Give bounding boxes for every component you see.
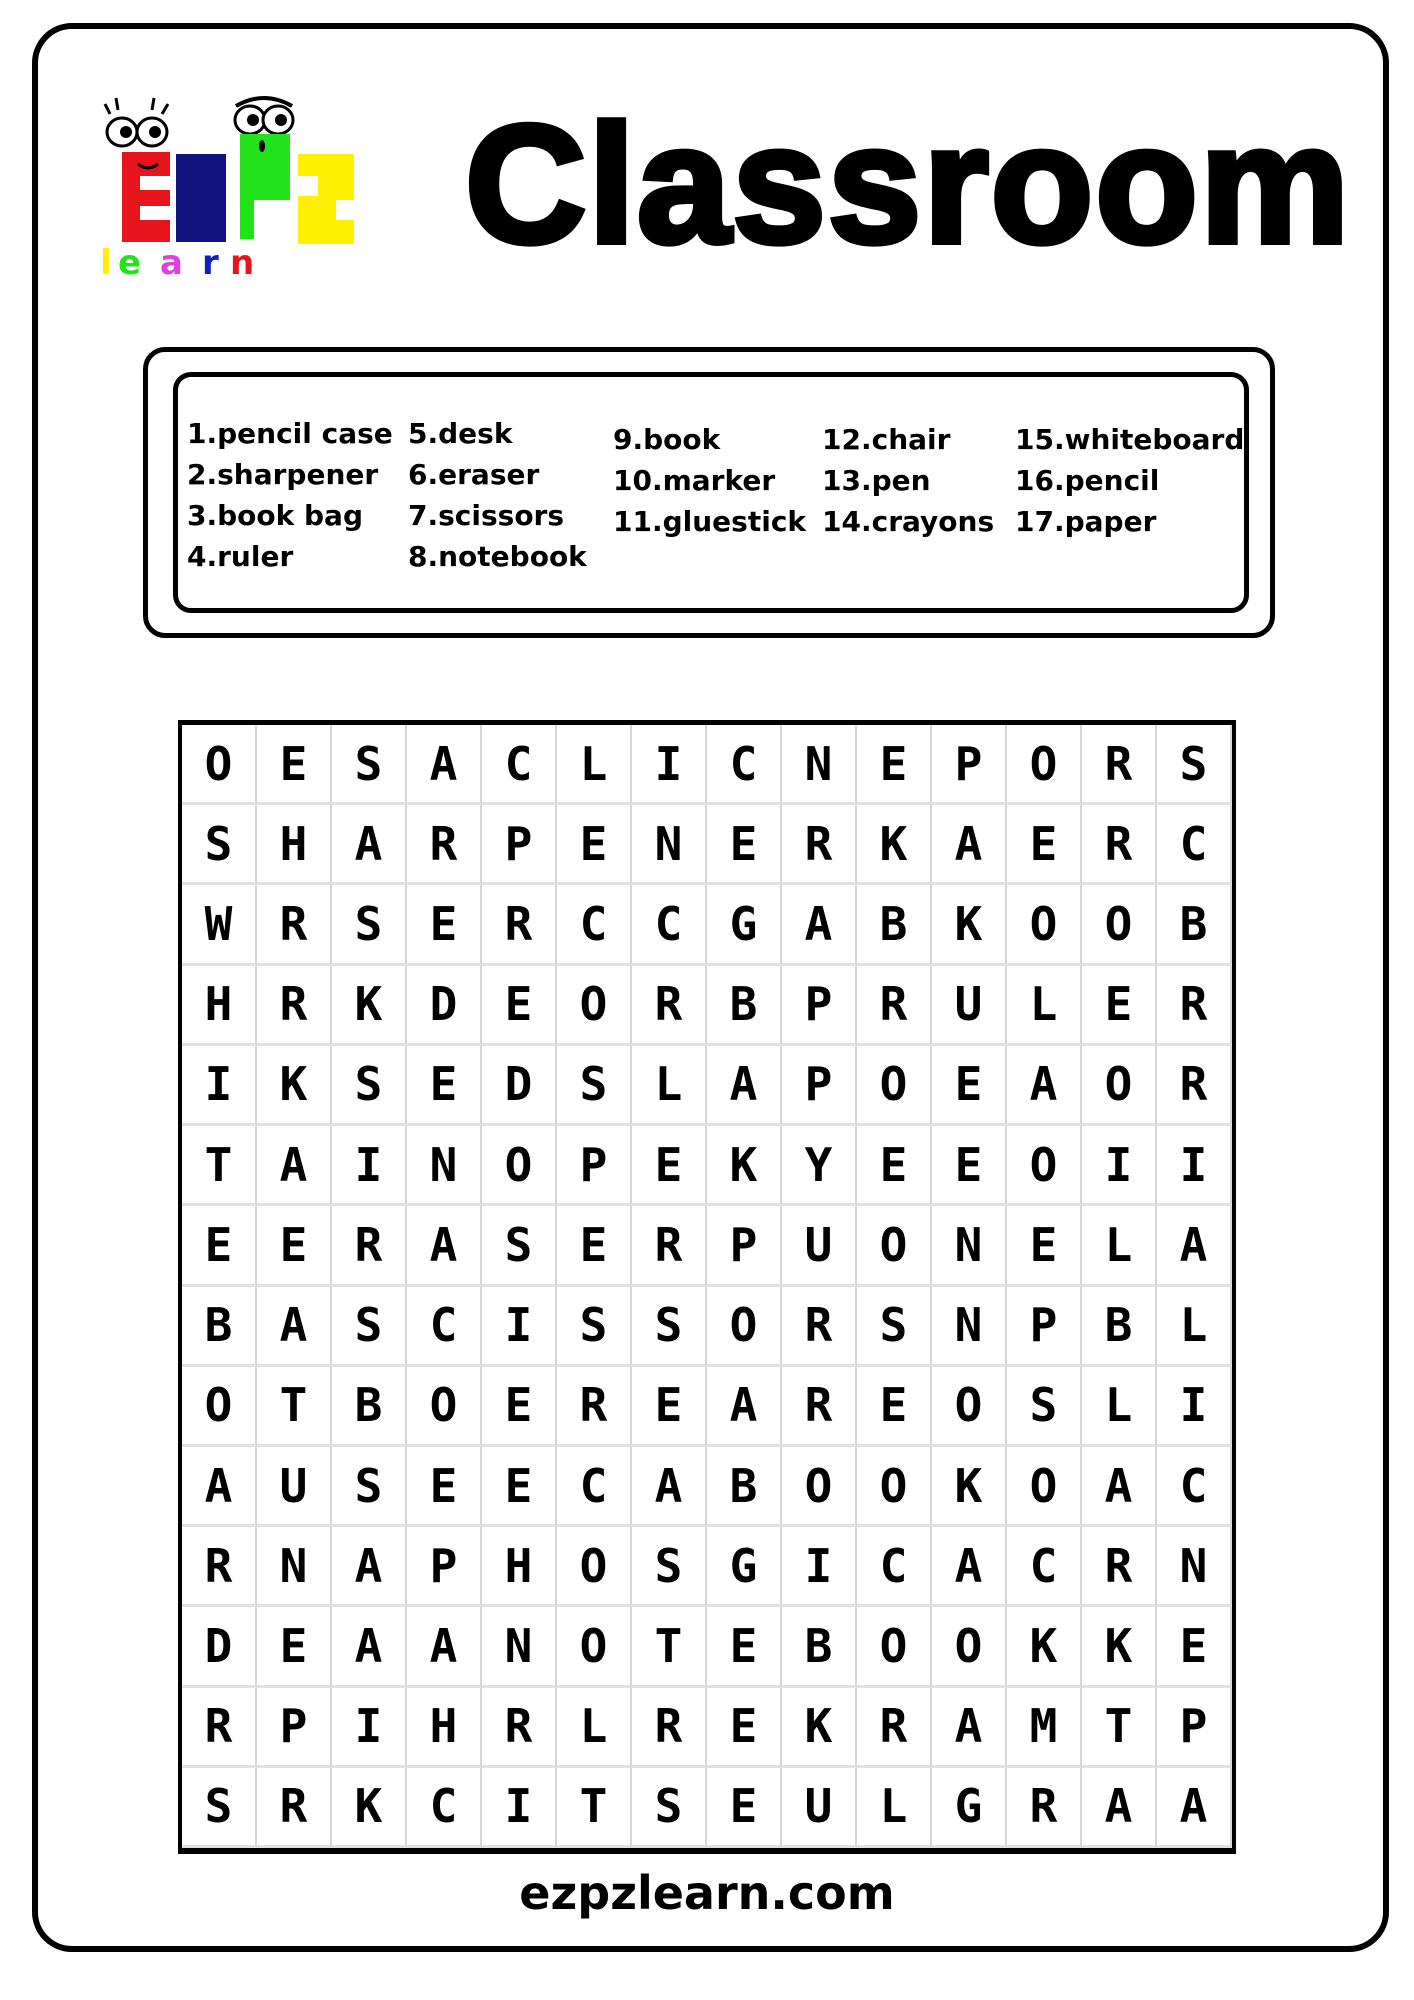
grid-cell[interactable]: T [1082, 1688, 1157, 1768]
svg-text:e: e [118, 243, 142, 277]
grid-cell[interactable]: P [557, 1126, 632, 1206]
grid-cell[interactable]: C [632, 885, 707, 965]
grid-cell[interactable]: P [1007, 1287, 1082, 1367]
word-item: 1.pencil case [187, 417, 393, 450]
grid-cell[interactable]: P [257, 1688, 332, 1768]
grid-cell[interactable]: N [632, 805, 707, 885]
grid-cell[interactable]: E [482, 1447, 557, 1527]
grid-cell[interactable]: O [557, 1527, 632, 1607]
grid-cell[interactable]: N [257, 1527, 332, 1607]
grid-cell[interactable]: O [182, 1367, 257, 1447]
grid-cell[interactable]: A [632, 1447, 707, 1527]
grid-cell[interactable]: R [1157, 1046, 1232, 1126]
grid-cell[interactable]: A [932, 1688, 1007, 1768]
grid-cell[interactable]: O [182, 725, 257, 805]
grid-cell[interactable]: R [1157, 966, 1232, 1046]
grid-cell[interactable]: E [1007, 1206, 1082, 1286]
grid-cell[interactable]: K [707, 1126, 782, 1206]
grid-cell[interactable]: L [1082, 1206, 1157, 1286]
page-title: Classroom [465, 90, 1352, 278]
grid-cell[interactable]: B [1082, 1287, 1157, 1367]
grid-cell[interactable]: C [407, 1287, 482, 1367]
word-item: 12.chair [822, 423, 951, 456]
word-item: 8.notebook [408, 540, 587, 573]
grid-cell[interactable]: E [257, 725, 332, 805]
grid-cell[interactable]: L [857, 1768, 932, 1848]
grid-cell[interactable]: E [707, 1607, 782, 1687]
grid-cell[interactable]: I [632, 725, 707, 805]
grid-cell[interactable]: A [332, 1607, 407, 1687]
grid-cell[interactable]: P [707, 1206, 782, 1286]
grid-cell[interactable]: K [332, 966, 407, 1046]
grid-cell[interactable]: P [1157, 1688, 1232, 1768]
ezpz-learn-logo [100, 92, 370, 277]
grid-cell[interactable]: R [482, 885, 557, 965]
grid-cell[interactable]: O [707, 1287, 782, 1367]
grid-cell[interactable]: T [557, 1768, 632, 1848]
grid-cell[interactable]: P [407, 1527, 482, 1607]
grid-cell[interactable]: R [407, 805, 482, 885]
grid-cell[interactable]: E [407, 885, 482, 965]
grid-cell[interactable]: E [257, 1206, 332, 1286]
grid-cell[interactable]: G [932, 1768, 1007, 1848]
grid-cell[interactable]: O [557, 1607, 632, 1687]
grid-cell[interactable]: O [1082, 1046, 1157, 1126]
grid-cell[interactable]: R [482, 1688, 557, 1768]
grid-cell[interactable]: S [482, 1206, 557, 1286]
word-item: 2.sharpener [187, 458, 379, 491]
grid-cell[interactable]: E [707, 1768, 782, 1848]
grid-cell[interactable]: R [257, 1768, 332, 1848]
grid-cell[interactable]: R [632, 1688, 707, 1768]
svg-text:r: r [202, 243, 219, 277]
grid-cell[interactable]: R [1082, 725, 1157, 805]
grid-cell[interactable]: U [782, 1768, 857, 1848]
grid-cell[interactable]: I [1157, 1126, 1232, 1206]
grid-cell[interactable]: L [557, 725, 632, 805]
grid-cell[interactable]: S [632, 1287, 707, 1367]
grid-cell[interactable]: O [857, 1206, 932, 1286]
grid-cell[interactable]: R [632, 1206, 707, 1286]
grid-cell[interactable]: I [1157, 1367, 1232, 1447]
word-item: 3.book bag [187, 499, 363, 532]
grid-cell[interactable]: G [707, 1527, 782, 1607]
word-item: 13.pen [822, 464, 931, 497]
grid-cell[interactable]: R [632, 966, 707, 1046]
grid-cell[interactable]: R [1007, 1768, 1082, 1848]
grid-cell[interactable]: O [857, 1607, 932, 1687]
grid-cell[interactable]: P [932, 725, 1007, 805]
grid-cell[interactable]: K [932, 1447, 1007, 1527]
grid-cell[interactable]: E [482, 966, 557, 1046]
grid-cell[interactable]: R [257, 966, 332, 1046]
grid-cell[interactable]: E [482, 1367, 557, 1447]
word-list-column-3 [613, 419, 806, 542]
grid-cell[interactable]: B [707, 966, 782, 1046]
grid-cell[interactable]: E [707, 1688, 782, 1768]
grid-cell[interactable]: R [1082, 1527, 1157, 1607]
grid-cell[interactable]: C [407, 1768, 482, 1848]
word-item: 7.scissors [408, 499, 565, 532]
grid-cell[interactable]: E [257, 1607, 332, 1687]
grid-cell[interactable]: L [1007, 966, 1082, 1046]
grid-cell[interactable]: S [182, 805, 257, 885]
grid-cell[interactable]: K [1007, 1607, 1082, 1687]
grid-cell[interactable]: B [332, 1367, 407, 1447]
grid-cell[interactable]: C [557, 885, 632, 965]
grid-cell[interactable]: A [1157, 1768, 1232, 1848]
word-item: 10.marker [613, 464, 776, 497]
grid-cell[interactable]: E [632, 1367, 707, 1447]
grid-cell[interactable]: M [1007, 1688, 1082, 1768]
grid-cell[interactable]: K [857, 805, 932, 885]
grid-cell[interactable]: O [1082, 885, 1157, 965]
grid-cell[interactable]: A [332, 805, 407, 885]
grid-cell[interactable]: R [857, 966, 932, 1046]
grid-cell[interactable]: A [407, 1206, 482, 1286]
grid-cell[interactable]: W [182, 885, 257, 965]
grid-cell[interactable]: N [932, 1206, 1007, 1286]
grid-cell[interactable]: A [782, 885, 857, 965]
svg-text:l: l [100, 243, 112, 277]
grid-cell[interactable]: B [1157, 885, 1232, 965]
grid-cell[interactable]: U [932, 966, 1007, 1046]
grid-cell[interactable]: E [857, 1367, 932, 1447]
grid-cell[interactable]: E [932, 1046, 1007, 1126]
grid-cell[interactable]: P [482, 805, 557, 885]
word-search-grid [178, 720, 1236, 1854]
grid-cell[interactable]: E [857, 725, 932, 805]
grid-cell[interactable]: O [782, 1447, 857, 1527]
grid-cell[interactable]: E [407, 1046, 482, 1126]
grid-cell[interactable]: R [857, 1688, 932, 1768]
grid-cell[interactable]: A [1082, 1768, 1157, 1848]
grid-cell[interactable]: B [857, 885, 932, 965]
grid-cell[interactable]: K [932, 885, 1007, 965]
grid-cell[interactable]: H [407, 1688, 482, 1768]
grid-cell[interactable]: A [1082, 1447, 1157, 1527]
word-item: 6.eraser [408, 458, 540, 491]
grid-cell[interactable]: O [857, 1046, 932, 1126]
grid-cell[interactable]: R [557, 1367, 632, 1447]
grid-cell[interactable]: T [632, 1607, 707, 1687]
grid-cell[interactable]: S [557, 1046, 632, 1126]
grid-cell[interactable]: E [182, 1206, 257, 1286]
grid-cell[interactable]: S [1157, 725, 1232, 805]
grid-cell[interactable]: E [1157, 1607, 1232, 1687]
grid-cell[interactable]: D [482, 1046, 557, 1126]
grid-cell[interactable]: O [557, 966, 632, 1046]
grid-cell[interactable]: C [707, 725, 782, 805]
grid-cell[interactable]: C [1157, 1447, 1232, 1527]
grid-cell[interactable]: S [1007, 1367, 1082, 1447]
grid-cell[interactable]: B [182, 1287, 257, 1367]
grid-cell[interactable]: R [1082, 805, 1157, 885]
grid-cell[interactable]: K [1082, 1607, 1157, 1687]
grid-cell[interactable]: S [332, 1287, 407, 1367]
svg-text:a: a [160, 243, 183, 277]
grid-cell[interactable]: O [932, 1367, 1007, 1447]
grid-cell[interactable]: R [782, 805, 857, 885]
grid-cell[interactable]: S [632, 1527, 707, 1607]
word-list-column-4 [822, 419, 994, 542]
grid-cell[interactable]: C [1007, 1527, 1082, 1607]
grid-cell[interactable]: P [782, 966, 857, 1046]
word-item: 5.desk [408, 417, 513, 450]
grid-cell[interactable]: O [932, 1607, 1007, 1687]
word-item: 9.book [613, 423, 721, 456]
grid-cell[interactable]: C [482, 725, 557, 805]
svg-text:n: n [230, 243, 255, 277]
grid-cell[interactable]: H [257, 805, 332, 885]
word-list-column-1 [187, 413, 393, 577]
grid-cell[interactable]: U [257, 1447, 332, 1527]
grid-cell[interactable]: P [782, 1046, 857, 1126]
grid-cell[interactable]: N [932, 1287, 1007, 1367]
word-item: 11.gluestick [613, 505, 807, 538]
grid-cell[interactable]: I [482, 1287, 557, 1367]
grid-cell[interactable]: Y [782, 1126, 857, 1206]
grid-cell[interactable]: S [332, 1447, 407, 1527]
grid-cell[interactable]: A [932, 805, 1007, 885]
grid-cell[interactable]: A [257, 1126, 332, 1206]
grid-cell[interactable]: E [707, 805, 782, 885]
grid-cell[interactable]: C [857, 1527, 932, 1607]
grid-cell[interactable]: T [257, 1367, 332, 1447]
word-item: 17.paper [1015, 505, 1157, 538]
word-item: 16.pencil [1015, 464, 1160, 497]
grid-cell[interactable]: R [257, 885, 332, 965]
grid-cell[interactable]: O [407, 1367, 482, 1447]
grid-cell[interactable]: O [1007, 725, 1082, 805]
grid-cell[interactable]: R [782, 1367, 857, 1447]
grid-cell[interactable]: E [857, 1126, 932, 1206]
grid-cell[interactable]: N [782, 725, 857, 805]
grid-cell[interactable]: I [332, 1126, 407, 1206]
grid-cell[interactable]: A [932, 1527, 1007, 1607]
grid-cell[interactable]: K [332, 1768, 407, 1848]
word-list-column-5 [1015, 419, 1244, 542]
grid-cell[interactable]: N [1157, 1527, 1232, 1607]
grid-cell[interactable]: H [482, 1527, 557, 1607]
grid-cell[interactable]: E [932, 1126, 1007, 1206]
grid-cell[interactable]: R [182, 1688, 257, 1768]
grid-cell[interactable]: O [482, 1126, 557, 1206]
grid-cell[interactable]: L [632, 1046, 707, 1126]
grid-cell[interactable]: N [482, 1607, 557, 1687]
grid-cell[interactable]: I [332, 1688, 407, 1768]
grid-cell[interactable]: D [407, 966, 482, 1046]
word-item: 14.crayons [822, 505, 995, 538]
grid-cell[interactable]: O [857, 1447, 932, 1527]
grid-cell[interactable]: I [1082, 1126, 1157, 1206]
grid-cell[interactable]: R [332, 1206, 407, 1286]
grid-cell[interactable]: A [707, 1367, 782, 1447]
footer-website: ezpzlearn.com [519, 1866, 895, 1920]
grid-cell[interactable]: T [182, 1126, 257, 1206]
grid-cell[interactable]: S [857, 1287, 932, 1367]
grid-cell[interactable]: E [1007, 805, 1082, 885]
word-item: 15.whiteboard [1015, 423, 1245, 456]
word-item: 4.ruler [187, 540, 294, 573]
grid-cell[interactable]: D [182, 1607, 257, 1687]
grid-cell[interactable]: I [482, 1768, 557, 1848]
grid-cell[interactable]: L [557, 1688, 632, 1768]
grid-cell[interactable]: A [1007, 1046, 1082, 1126]
grid-cell[interactable]: I [782, 1527, 857, 1607]
grid-cell[interactable]: E [632, 1126, 707, 1206]
grid-cell[interactable]: O [1007, 1126, 1082, 1206]
grid-cell[interactable]: E [557, 1206, 632, 1286]
grid-cell[interactable]: K [257, 1046, 332, 1126]
grid-cell[interactable]: G [707, 885, 782, 965]
grid-cell[interactable]: A [1157, 1206, 1232, 1286]
grid-cell[interactable]: A [257, 1287, 332, 1367]
grid-cell[interactable]: S [332, 725, 407, 805]
grid-cell[interactable]: O [1007, 885, 1082, 965]
grid-cell[interactable]: S [182, 1768, 257, 1848]
grid-cell[interactable]: A [182, 1447, 257, 1527]
grid-cell[interactable]: I [182, 1046, 257, 1126]
grid-cell[interactable]: A [407, 1607, 482, 1687]
grid-cell[interactable]: K [782, 1688, 857, 1768]
grid-cell[interactable]: C [1157, 805, 1232, 885]
grid-cell[interactable]: R [182, 1527, 257, 1607]
grid-cell[interactable]: E [557, 805, 632, 885]
grid-cell[interactable]: N [407, 1126, 482, 1206]
grid-cell[interactable]: R [782, 1287, 857, 1367]
grid-cell[interactable]: U [782, 1206, 857, 1286]
grid-cell[interactable]: B [707, 1447, 782, 1527]
grid-cell[interactable]: S [557, 1287, 632, 1367]
grid-cell[interactable]: H [182, 966, 257, 1046]
grid-cell[interactable]: L [1082, 1367, 1157, 1447]
grid-cell[interactable]: E [407, 1447, 482, 1527]
grid-cell[interactable]: S [332, 885, 407, 965]
grid-cell[interactable]: S [332, 1046, 407, 1126]
grid-cell[interactable]: A [407, 725, 482, 805]
grid-cell[interactable]: A [707, 1046, 782, 1126]
grid-cell[interactable]: B [782, 1607, 857, 1687]
grid-cell[interactable]: O [1007, 1447, 1082, 1527]
grid-cell[interactable]: L [1157, 1287, 1232, 1367]
word-list-column-2 [408, 413, 587, 577]
grid-cell[interactable]: E [1082, 966, 1157, 1046]
grid-cell[interactable]: C [557, 1447, 632, 1527]
grid-cell[interactable]: A [332, 1527, 407, 1607]
grid-cell[interactable]: S [632, 1768, 707, 1848]
